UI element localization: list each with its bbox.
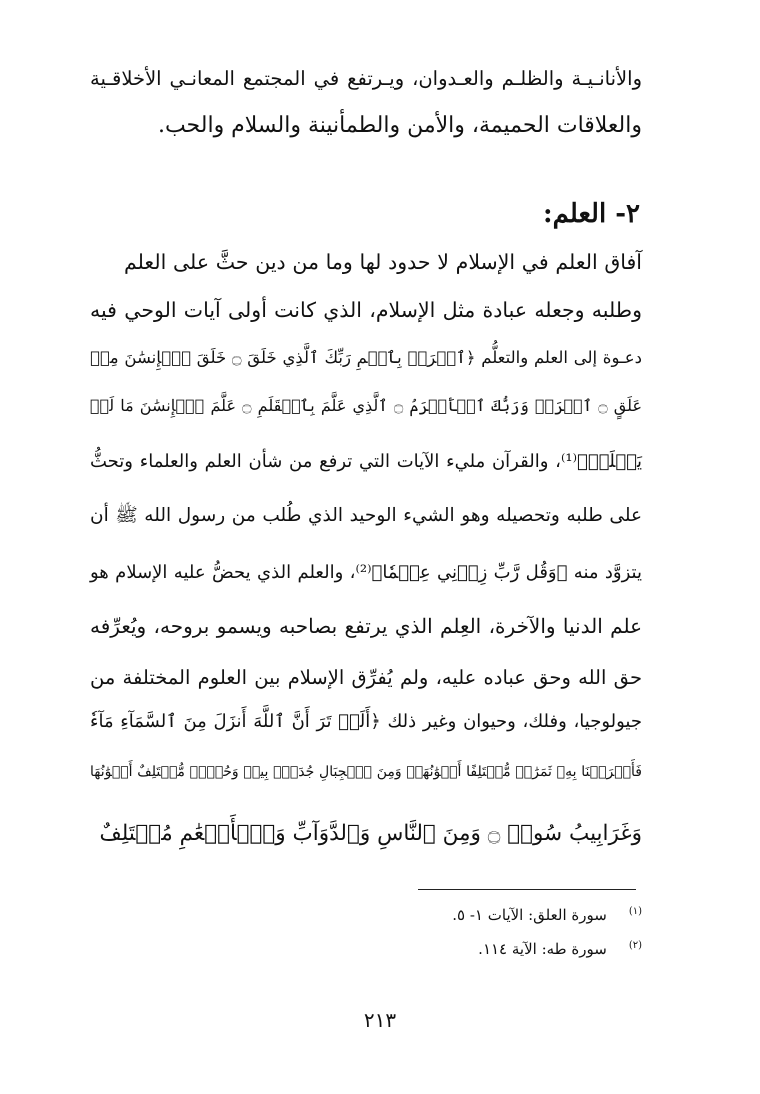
footnote-2: [478, 934, 642, 961]
footnote-divider: [418, 889, 636, 890]
body-line-10: جيولوجيا، وفلك، وحيوان وغير ذلك ﴿أَلَمۡ تَرَ أَنَّ ٱللَّهَ أَنزَلَ مِنَ ٱلسَّمَآءِ مَآءٗ: [90, 711, 642, 732]
body-line-11: فَأَخۡرَجۡنَا بِهِۦ ثَمَرَٰتٖ مُّخۡتَلِفًا أَلۡوَٰنُهَاۚ وَمِنَ ٱلۡجِبَالِ جُدَدُۢ بِيضٞ وَحُمۡرٞ مُّخۡتَلِفٌ أَلۡوَٰنُهَا: [90, 764, 642, 780]
body-line-6: على طلبه وتحصيله وهو الشيء الوحيد الذي طُلب من رسول الله ﷺ أن: [90, 505, 642, 526]
footnote-1-mark: (١): [628, 906, 642, 917]
body-line-5: يَعۡلَمۡ﴾⁽¹⁾، والقرآن مليء الآيات التي ترفع من شأن العلم والعلماء وتحثُّ: [90, 451, 642, 472]
footnote-2-text: سورة طه: الآية ١١٤.: [478, 940, 607, 958]
footnote-1: [452, 900, 642, 927]
body-line-7: يتزوَّد منه ﴿وَقُل رَّبِّ زِدۡنِي عِلۡمٗا﴾⁽²⁾، والعلم الذي يحضُّ عليه الإسلام هو: [90, 562, 643, 583]
footnote-1-text: سورة العلق: الآيات ١- ٥.: [452, 906, 607, 924]
body-line-8: علم الدنيا والآخرة، العِلم الذي يرتفع بصاحبه ويسمو بروحه، ويُعرِّفه: [90, 614, 642, 638]
footnote-2-mark: (٢): [628, 940, 642, 951]
body-line-3: دعـوة إلى العلم والتعلُّم ﴿ٱقۡرَأۡ بِٱسۡمِ رَبِّكَ ٱلَّذِي خَلَقَ ۝ خَلَقَ ٱلۡإِنسَٰنَ مِنۡ: [90, 348, 642, 367]
intro-line-1: والأنانـيـة والظلـم والعـدوان، ويـرتفع في المجتمع المعانـي الأخلاقـية: [90, 67, 642, 90]
page-number: ٢١٣: [363, 1008, 397, 1032]
body-line-1: آفاق العلم في الإسلام لا حدود لها وما من دين حثَّ على العلم: [124, 250, 642, 274]
section-heading: ٢- العلم:: [542, 199, 640, 229]
body-line-12: وَغَرَابِيبُ سُودٞ ۝ وَمِنَ ٱلنَّاسِ وَٱلدَّوَآبِّ وَٱلۡأَنۡعَٰمِ مُخۡتَلِفٌ: [99, 821, 642, 846]
body-line-4: عَلَقٍ ۝ ٱقۡرَأۡ وَرَبُّكَ ٱلۡأَكۡرَمُ ۝ ٱلَّذِي عَلَّمَ بِٱلۡقَلَمِ ۝ عَلَّمَ ٱلۡإِنسَٰنَ مَا لَمۡ: [90, 396, 642, 415]
body-line-9: حق الله وحق عباده عليه، ولم يُفرِّق الإسلام بين العلوم المختلفة من: [90, 666, 642, 689]
intro-line-2: والعلاقات الحميمة، والأمن والطمأنينة والسلام والحب.: [157, 113, 642, 138]
body-line-2: وطلبه وجعله عبادة مثل الإسلام، الذي كانت أولى آيات الوحي فيه: [90, 298, 642, 322]
